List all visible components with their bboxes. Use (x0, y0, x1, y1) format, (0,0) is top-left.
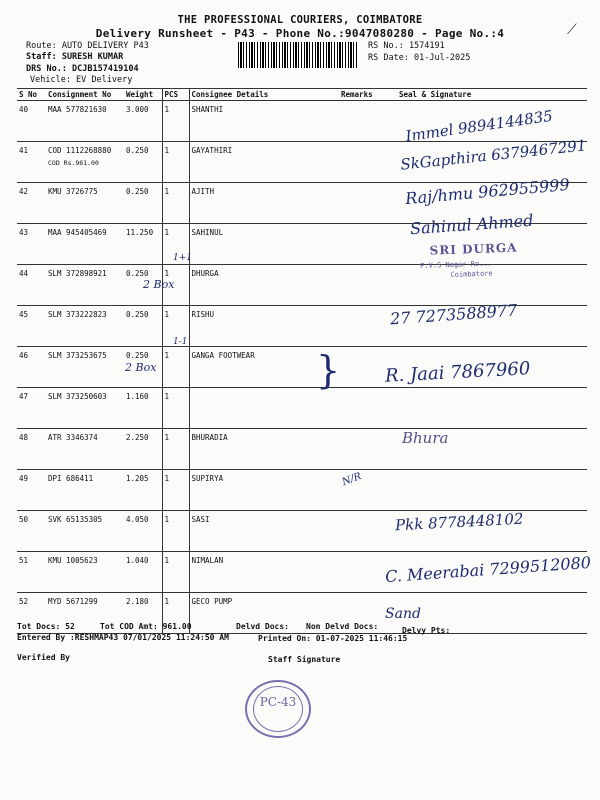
cell-consignment: SLM 373222823 (46, 306, 124, 347)
cell-pcs: 1 (162, 183, 189, 224)
handwritten-signature-43: Sahinul Ahmed (409, 210, 534, 239)
col-consignment: Consignment No (46, 89, 124, 101)
cell-consignment: KMU 3726775 (46, 183, 124, 224)
cell-remarks (339, 142, 377, 183)
route-label: Route: AUTO DELIVERY P43 (26, 41, 149, 51)
cell-pcs: 1 (162, 265, 189, 306)
cell-consignment: ATR 3346374 (46, 429, 124, 470)
cell-pcs: 1 (162, 593, 189, 634)
handwritten-pcs-44: 1+1 (173, 253, 192, 263)
col-consignee: Consignee Details (189, 89, 339, 101)
cell-weight: 0.250 (124, 347, 162, 388)
cell-consignee: GANGA FOOTWEAR (189, 347, 339, 388)
cell-pcs: 1 (162, 470, 189, 511)
handwritten-signature-40: Immel 9894144835 (404, 106, 554, 146)
entered-by: Entered By :RESHMAP43 07/01/2025 11:24:50 AM (17, 633, 229, 642)
cell-pcs: 1 (162, 511, 189, 552)
handwritten-signature-46-47: R. Jaai 7867960 (384, 358, 531, 387)
cell-pcs: 1 (162, 224, 189, 265)
cell-pcs: 1 (162, 552, 189, 593)
cell-remarks (339, 101, 377, 142)
rs-number: RS No.: 1574191 (368, 41, 445, 51)
staff-signature-label: Staff Signature (268, 655, 341, 664)
cell-sno: 41 (17, 142, 46, 183)
cell-remarks (339, 306, 377, 347)
cell-weight: 0.250 (124, 306, 162, 347)
cell-weight: 4.050 (124, 511, 162, 552)
cell-pcs: 1 (162, 101, 189, 142)
handwritten-note-44: 2 Box (143, 278, 175, 291)
cell-remarks (339, 347, 377, 388)
cell-sno: 43 (17, 224, 46, 265)
cell-consignee: SAHINUL (189, 224, 339, 265)
cell-consignee: SASI (189, 511, 339, 552)
cell-consignee: DHURGA (189, 265, 339, 306)
cell-consignment: SLM 373253675 (46, 347, 124, 388)
cell-sno: 52 (17, 593, 46, 634)
cell-sno: 47 (17, 388, 46, 429)
table-row (17, 470, 587, 511)
handwritten-signature-41: SkGapthira 6379467291 (399, 136, 588, 174)
cell-sno: 51 (17, 552, 46, 593)
pc-stamp (245, 680, 311, 738)
cell-sno: 45 (17, 306, 46, 347)
cell-consignee: NIMALAN (189, 552, 339, 593)
cell-consignment: SLM 373250603 (46, 388, 124, 429)
cell-consignee: SUPIRYA (189, 470, 339, 511)
rs-date: RS Date: 01-Jul-2025 (368, 53, 471, 63)
non-delivered-docs: Non Delvd Docs: (306, 622, 379, 631)
table-row (17, 388, 587, 429)
handwritten-pcs-46: 1-1 (173, 337, 188, 347)
verified-by-label: Verified By (17, 653, 70, 662)
staff-label: Staff: SURESH KUMAR (26, 52, 124, 62)
col-seal-signature: Seal & Signature (377, 89, 587, 101)
stamp-shop-name: SRI DURGA (429, 240, 518, 258)
handwritten-signature-42: Raj/hmu 962955999 (404, 174, 571, 209)
cell-sno: 49 (17, 470, 46, 511)
cell-weight: 2.180 (124, 593, 162, 634)
handwritten-signature-45: 27 7273588977 (389, 300, 518, 329)
stamp-address: P.V.S Nagar Ro... (420, 259, 492, 270)
cell-weight: 0.250 (124, 142, 162, 183)
cell-pcs: 1 (162, 388, 189, 429)
handwritten-signature-48: Bhura (402, 429, 449, 447)
col-remarks: Remarks (339, 89, 377, 101)
cell-remarks (339, 388, 377, 429)
cell-consignee: GAYATHIRI (189, 142, 339, 183)
total-cod-amount: Tot COD Amt: 961.00 (100, 622, 192, 631)
cell-consignee: SHANTHI (189, 101, 339, 142)
cell-signature (377, 388, 587, 429)
cell-consignee: AJITH (189, 183, 339, 224)
cell-consignment: KMU 1005623 (46, 552, 124, 593)
handwritten-note-46: 2 Box (125, 361, 157, 374)
stamp-city: Coimbatore (450, 269, 493, 279)
cell-remarks (339, 265, 377, 306)
cell-consignment: DPI 686411 (46, 470, 124, 511)
cell-remarks (339, 511, 377, 552)
bracket-mark: } (316, 348, 341, 392)
consignment-no: COD 1112268880 (48, 146, 112, 155)
cell-consignee (189, 388, 339, 429)
cell-weight: 1.205 (124, 470, 162, 511)
cell-consignment: SVK 65135305 (46, 511, 124, 552)
cell-consignment: MAA 945405469 (46, 224, 124, 265)
cell-weight: 3.000 (124, 101, 162, 142)
cell-weight: 0.250 (124, 265, 162, 306)
cell-consignee: BHURADIA (189, 429, 339, 470)
shop-stamp (420, 238, 580, 279)
cell-pcs: 1 (162, 347, 189, 388)
cell-sno: 50 (17, 511, 46, 552)
cell-sno: 48 (17, 429, 46, 470)
col-pcs: PCS (162, 89, 189, 101)
cell-consignee: GECO PUMP (189, 593, 339, 634)
runsheet-title: Delivery Runsheet - P43 - Phone No.:9047080280 - Page No.:4 (95, 27, 505, 40)
table-row (17, 429, 587, 470)
total-docs: Tot Docs: 52 (17, 622, 75, 631)
cell-pcs: 1 (162, 306, 189, 347)
cell-pcs: 1 (162, 142, 189, 183)
cell-pcs: 1 (162, 429, 189, 470)
handwritten-signature-50: Pkk 8778448102 (394, 509, 524, 535)
cell-weight: 1.160 (124, 388, 162, 429)
col-sno: S No (17, 89, 46, 101)
cell-consignment: SLM 372898921 (46, 265, 124, 306)
cell-remarks (339, 183, 377, 224)
table-header (17, 89, 587, 101)
cell-consignment: MYD 5671299 (46, 593, 124, 634)
cell-sno: 42 (17, 183, 46, 224)
handwritten-signature-51: C. Meerabai 7299512080 (384, 552, 592, 587)
cod-amount: COD Rs.961.00 (48, 159, 99, 167)
cell-remarks (339, 429, 377, 470)
company-title: THE PROFESSIONAL COURIERS, COIMBATORE (177, 14, 423, 26)
cell-weight: 0.250 (124, 183, 162, 224)
delivered-docs: Delvd Docs: (236, 622, 289, 631)
col-weight: Weight (124, 89, 162, 101)
printed-on: Printed On: 01-07-2025 11:46:15 (258, 634, 408, 643)
cell-consignment: MAA 577821630 (46, 101, 124, 142)
cell-sno: 46 (17, 347, 46, 388)
handwritten-remark-49: N/R (340, 470, 363, 489)
cell-consignment (46, 142, 124, 183)
drs-number: DRS No.: DCJB157419104 (26, 64, 139, 74)
vehicle-label: Vehicle: EV Delivery (30, 75, 133, 85)
cell-weight: 2.250 (124, 429, 162, 470)
handwritten-signature-52: Sand (385, 606, 421, 622)
cell-remarks (339, 552, 377, 593)
cell-sno: 40 (17, 101, 46, 142)
cell-weight: 11.250 (124, 224, 162, 265)
cell-signature (377, 470, 587, 511)
pc-stamp-text: PC-43 (259, 695, 297, 709)
cell-remarks (339, 224, 377, 265)
barcode (238, 42, 358, 68)
cell-sno: 44 (17, 265, 46, 306)
delivery-points: Delvy Pts: (402, 626, 451, 635)
cell-weight: 1.040 (124, 552, 162, 593)
corner-mark: ⟋ (567, 22, 577, 38)
cell-consignee: RISHU (189, 306, 339, 347)
